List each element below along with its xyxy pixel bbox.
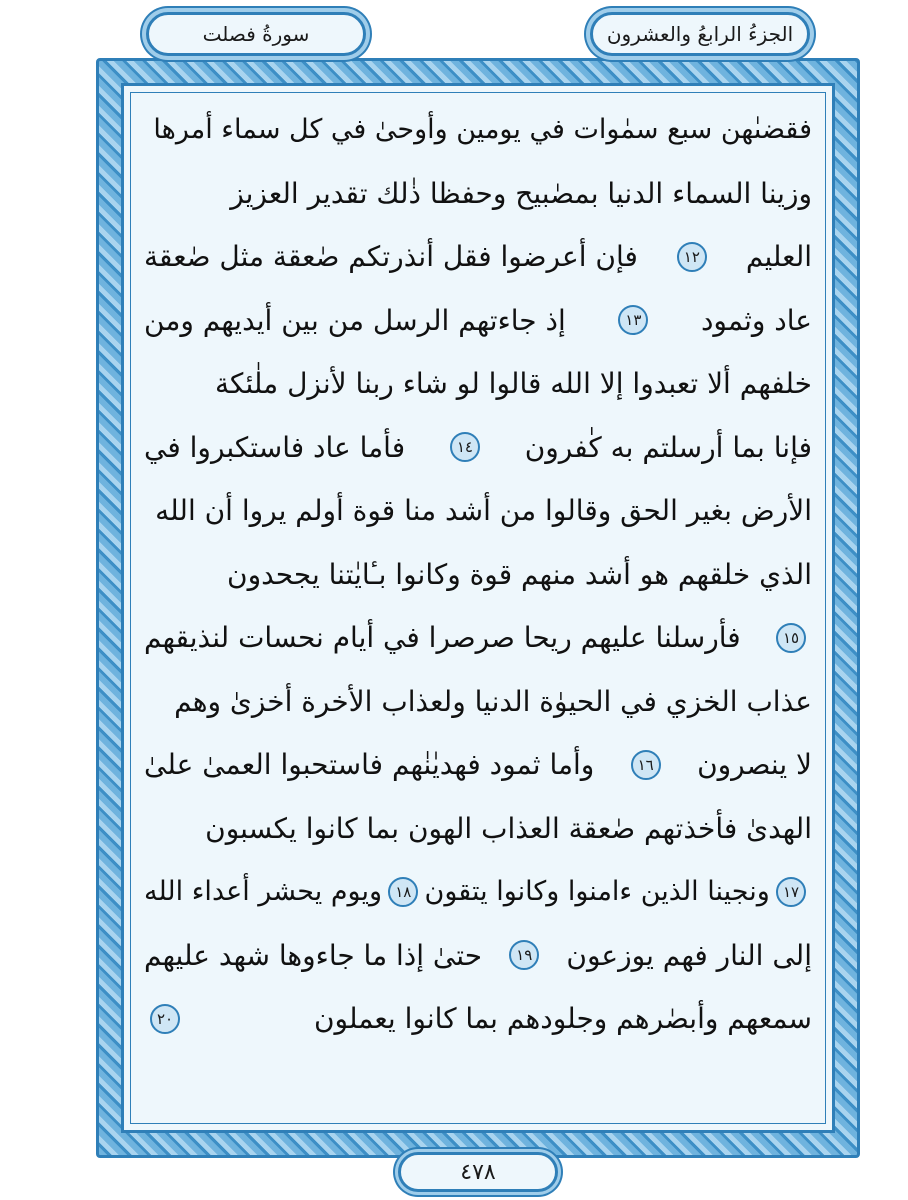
verse-text: سمعهم وأبصٰرهم وجلودهم بما كانوا يعملون <box>313 1002 812 1036</box>
verse-text: فأرسلنا عليهم ريحا صرصرا في أيام نحسات لنذيقهم <box>144 621 741 655</box>
verse-text: عاد وثمود <box>700 303 812 337</box>
verse-text: الهدىٰ فأخذتهم صٰعقة العذاب الهون بما كانوا يكسبون <box>205 811 812 845</box>
verse-text: لا ينصرون <box>697 748 812 782</box>
verse-text: فإنا بما أرسلتم به كٰفرون <box>524 430 812 464</box>
verse-text: العليم <box>745 240 812 274</box>
text-line <box>144 162 812 226</box>
verse-text: وأما ثمود فهديٰنٰهم فاستحبوا العمىٰ علىٰ <box>144 748 595 782</box>
text-line <box>144 98 812 162</box>
text-line <box>144 670 812 734</box>
verse-text: عذاب الخزي في الحيوٰة الدنيا ولعذاب الأخرة أخزىٰ وهم <box>174 684 812 718</box>
page-number: ٤٧٨ <box>398 1152 558 1192</box>
verse-text: الذي خلقهم هو أشد منهم قوة وكانوا بـٔايٰتنا يجحدون <box>227 557 812 591</box>
ayah-number-marker: ١٧ <box>776 877 806 907</box>
text-line <box>144 733 812 797</box>
text-line <box>144 797 812 861</box>
ayah-number-marker: ١٢ <box>677 242 707 272</box>
surah-label: سورةُ فصلت <box>146 12 366 56</box>
mushaf-page <box>96 8 860 1192</box>
verse-text: الأرض بغير الحق وقالوا من أشد منا قوة أولم يروا أن الله <box>155 494 812 528</box>
ayah-number-marker: ١٣ <box>618 305 648 335</box>
text-line <box>144 352 812 416</box>
verse-text: ويوم يحشر أعداء الله <box>144 876 383 908</box>
text-line <box>144 606 812 670</box>
text-line <box>144 289 812 353</box>
verse-text: فإن أعرضوا فقل أنذرتكم صٰعقة مثل صٰعقة <box>144 240 638 274</box>
text-line <box>144 479 812 543</box>
ayah-number-marker: ١٥ <box>776 623 806 653</box>
ayah-number-marker: ١٤ <box>450 432 480 462</box>
verse-text: وزينا السماء الدنيا بمصٰبيح وحفظا ذٰلك تقدير العزيز <box>230 176 812 210</box>
verse-text: فأما عاد فاستكبروا في <box>144 430 406 464</box>
text-line <box>144 416 812 480</box>
quran-text-block <box>130 90 826 1126</box>
page-header <box>96 8 860 68</box>
verse-text: إذ جاءتهم الرسل من بين أيديهم ومن <box>144 303 566 337</box>
verse-text: خلفهم ألا تعبدوا إلا الله قالوا لو شاء ربنا لأنزل ملٰئكة <box>214 367 812 401</box>
ayah-number-marker: ٢٠ <box>150 1004 180 1034</box>
juz-label: الجزءُ الرابعُ والعشرون <box>590 12 810 56</box>
text-line <box>144 225 812 289</box>
text-line <box>144 543 812 607</box>
verse-text: ونجينا الذين ءامنوا وكانوا يتقون <box>424 876 770 908</box>
verse-text: فقضىٰهن سبع سمٰوات في يومين وأوحىٰ في كل سماء أمرها <box>153 114 812 146</box>
ayah-number-marker: ١٩ <box>509 940 539 970</box>
ayah-number-marker: ١٨ <box>388 877 418 907</box>
text-line <box>144 860 812 924</box>
ayah-number-marker: ١٦ <box>631 750 661 780</box>
verse-text: حتىٰ إذا ما جاءوها شهد عليهم <box>144 938 483 972</box>
text-line <box>144 924 812 988</box>
text-line <box>144 987 812 1051</box>
verse-text: إلى النار فهم يوزعون <box>566 938 812 972</box>
